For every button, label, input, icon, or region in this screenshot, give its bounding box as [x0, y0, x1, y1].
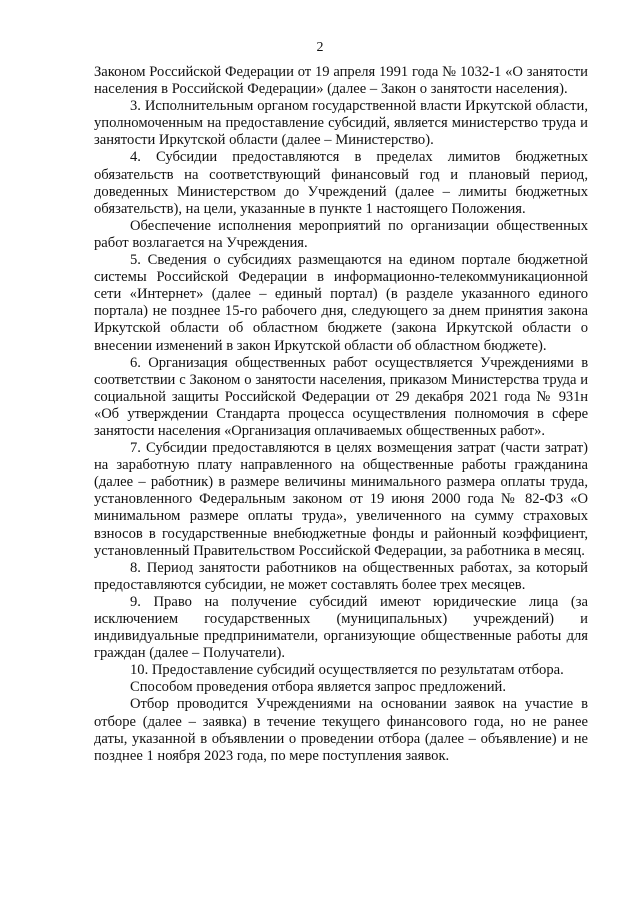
paragraph-item-4-continued: Обеспечение исполнения мероприятий по организации общественных работ возлагается на Учреждения.: [94, 217, 588, 251]
paragraph-item-3: 3. Исполнительным органом государственной власти Иркутской области, уполномоченным на предоставление субсидий, является министерство труда и занятости Иркутской области (далее – Министерство).: [94, 98, 588, 149]
page-number: 2: [316, 40, 324, 55]
paragraph-item-6: 6. Организация общественных работ осуществляется Учреждениями в соответствии с Законом о занятости населения, приказом Министерства труда и социальной защиты Российской Федерации от 29 декабря 2021 года № 931н «Об утверждении Стандарта процесса осуществления полномочия в сфере занятости населения «Организация оплачиваемых общественных работ».: [94, 354, 588, 439]
paragraph-selection-method: Способом проведения отбора является запрос предложений.: [130, 679, 507, 696]
paragraph-item-5: 5. Сведения о субсидиях размещаются на едином портале бюджетной системы Российской Федерации в информационно-телекоммуникационной сети «Интернет» (далее – единый портал) (в разделе указанного единого портала) не позднее 15-го рабочего дня, следующего за днем принятия закона Иркутской области об областном бюджете (закона Иркутской области о внесении изменений в закон Иркутской области об областном бюджете).: [94, 252, 588, 354]
paragraph-item-7: 7. Субсидии предоставляются в целях возмещения затрат (части затрат) на заработную плату направленного на общественные работы гражданина (далее – работник) в размере величины минимального размера оплаты труда, установленного Федеральным законом от 19 июня 2000 года № 82-ФЗ «О минимальном размере оплаты труда», увеличенного на сумму страховых взносов в государственные внебюджетные фонды и районный коэффициент, установленный Правительством Российской Федерации, за работника в месяц.: [94, 440, 588, 559]
paragraph-item-4: 4. Субсидии предоставляются в пределах лимитов бюджетных обязательств на соответствующий финансовый год и плановый период, доведенных Министерством до Учреждений (далее – лимиты бюджетных обязательств), на цели, указанные в пункте 1 настоящего Положения.: [94, 149, 588, 217]
paragraph-item-8: 8. Период занятости работников на общественных работах, за который предоставляются субсидии, не может составлять более трех месяцев.: [94, 559, 588, 593]
paragraph-continuation: Законом Российской Федерации от 19 апреля 1991 года № 1032-1 «О занятости населения в Российской Федерации» (далее – Закон о занятости населения).: [94, 64, 588, 98]
document-body: [94, 64, 588, 765]
paragraph-item-10: 10. Предоставление субсидий осуществляется по результатам отбора.: [130, 662, 564, 679]
paragraph-selection-procedure: Отбор проводится Учреждениями на основании заявок на участие в отборе (далее – заявка) в течение текущего финансового года, но не ранее даты, указанной в объявлении о проведении отбора (далее – объявление) и не позднее 1 ноября 2023 года, по мере поступления заявок.: [94, 696, 588, 764]
paragraph-item-9: 9. Право на получение субсидий имеют юридические лица (за исключением государственных (муниципальных) учреждений) и индивидуальные предприниматели, организующие общественные работы для граждан (далее – Получатели).: [94, 593, 588, 662]
